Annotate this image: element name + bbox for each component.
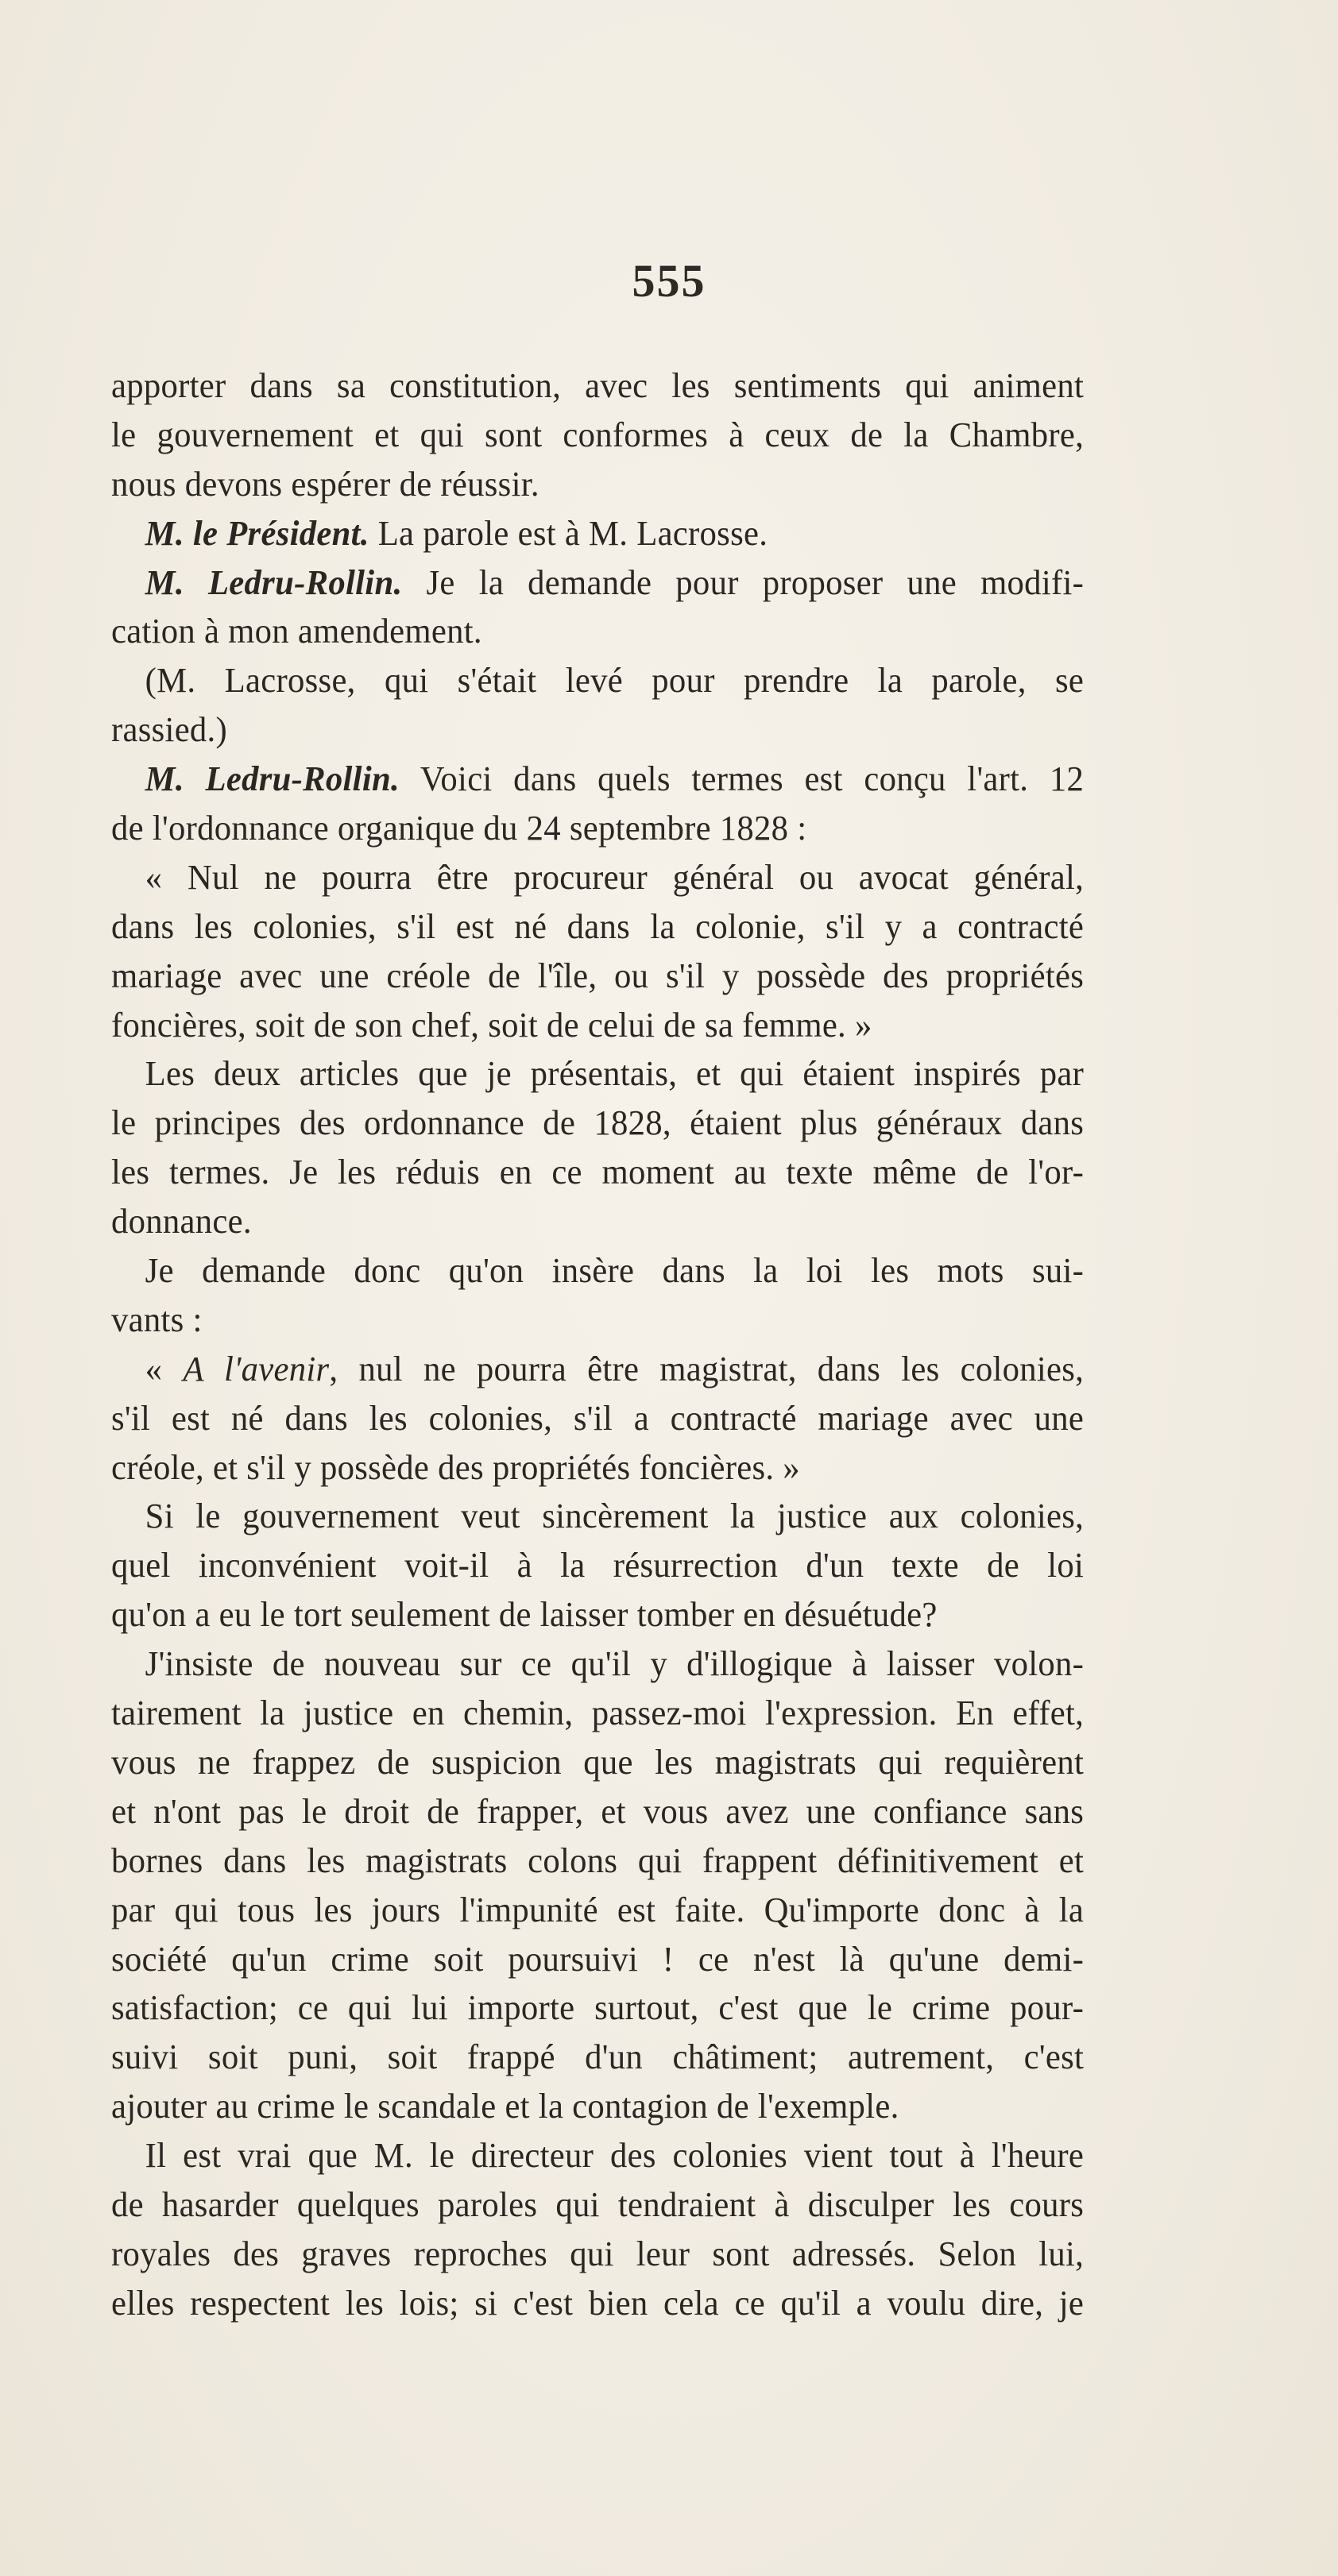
text-line: nous devons espérer de réussir. (111, 464, 539, 504)
page-number: 555 (632, 255, 706, 307)
text-line: dans les colonies, s'il est né dans la colonie, s'il y a contracté (111, 906, 1085, 946)
text-line: vous ne frappez de suspicion que les magistrats qui requièrent (111, 1742, 1085, 1782)
text-line: les termes. Je les réduis en ce moment au texte même de l'or- (111, 1153, 1085, 1192)
text-line: le principes des ordonnance de 1828, étaient plus généraux dans (111, 1103, 1085, 1143)
speech-text: Voici dans quels termes est conçu l'art. 12 (399, 759, 1085, 799)
text-line: Si le gouvernement veut sincèrement la justice aux colonies, (145, 1497, 1085, 1536)
speech-text: Je la demande pour proposer une modifi- (402, 562, 1085, 602)
speaker-line (111, 509, 1084, 558)
text-line: J'insiste de nouveau sur ce qu'il y d'illogique à laisser volon- (145, 1644, 1085, 1684)
text-line: Les deux articles que je présentais, et qui étaient inspirés par (145, 1054, 1085, 1094)
text-line: mariage avec une créole de l'île, ou s'il y possède des propriétés (111, 956, 1085, 995)
text-line: bornes dans les magistrats colons qui frappent définitivement et (111, 1840, 1085, 1880)
text-line: par qui tous les jours l'impunité est faite. Qu'importe donc à la (111, 1890, 1085, 1929)
speaker-name: M. Ledru-Rollin. (145, 562, 403, 602)
text-line: satisfaction; ce qui lui importe surtout, c'est que le crime pour- (111, 1988, 1085, 2028)
speaker-name: M. Ledru-Rollin. (145, 759, 400, 799)
text-line: créole, et s'il y possède des propriétés foncières. » (111, 1447, 800, 1487)
text-line: (M. Lacrosse, qui s'était levé pour prendre la parole, se (145, 661, 1085, 701)
text-line: s'il est né dans les colonies, s'il a contracté mariage avec une (111, 1398, 1085, 1438)
speaker-name: M. le Président. (145, 513, 369, 553)
speaker-line (111, 755, 1084, 804)
text-line: apporter dans sa constitution, avec les sentiments qui animent (111, 366, 1085, 405)
text-line: vants : (111, 1300, 203, 1339)
text-line: royales des graves reproches qui leur sont adressés. Selon lui, (111, 2234, 1085, 2273)
quote-open: « (145, 1349, 184, 1388)
text-line: « Nul ne pourra être procureur général ou avocat général, (145, 857, 1085, 897)
text-line: quel inconvénient voit-il à la résurrection d'un texte de loi (111, 1546, 1085, 1585)
speaker-line (111, 558, 1084, 608)
text-line: société qu'un crime soit poursuivi ! ce n'est là qu'une demi- (111, 1939, 1085, 1979)
quote-line (111, 1345, 1084, 1394)
body-text (111, 361, 1114, 2328)
text-line: Il est vrai que M. le directeur des colonies vient tout à l'heure (145, 2136, 1085, 2176)
text-line: de l'ordonnance organique du 24 septembre 1828 : (111, 809, 807, 848)
text-line: rassied.) (111, 710, 228, 750)
text-line: foncières, soit de son chef, soit de celui de sa femme. » (111, 1005, 872, 1045)
text-line: elles respectent les lois; si c'est bien cela ce qu'il a voulu dire, je (111, 2283, 1085, 2323)
text-line: cation à mon amendement. (111, 612, 482, 651)
speech-text: La parole est à M. Lacrosse. (369, 513, 768, 553)
text-line: ajouter au crime le scandale et la contagion de l'exemple. (111, 2087, 899, 2126)
text-line: et n'ont pas le droit de frapper, et vous avez une confiance sans (111, 1791, 1085, 1831)
text-line: Je demande donc qu'on insère dans la loi les mots sui- (145, 1251, 1085, 1291)
text-line: de hasarder quelques paroles qui tendraient à disculper les cours (111, 2184, 1085, 2224)
italic-phrase: A l'avenir (183, 1349, 330, 1388)
text-line: le gouvernement et qui sont conformes à ceux de la Chambre, (111, 415, 1085, 454)
text-line: suivi soit puni, soit frappé d'un châtiment; autrement, c'est (111, 2037, 1085, 2077)
text-line: donnance. (111, 1202, 252, 1242)
quote-text: , nul ne pourra être magistrat, dans les colonies, (329, 1349, 1085, 1388)
text-line: qu'on a eu le tort seulement de laisser tomber en désuétude? (111, 1595, 938, 1635)
text-line: tairement la justice en chemin, passez-moi l'expression. En effet, (111, 1694, 1085, 1733)
